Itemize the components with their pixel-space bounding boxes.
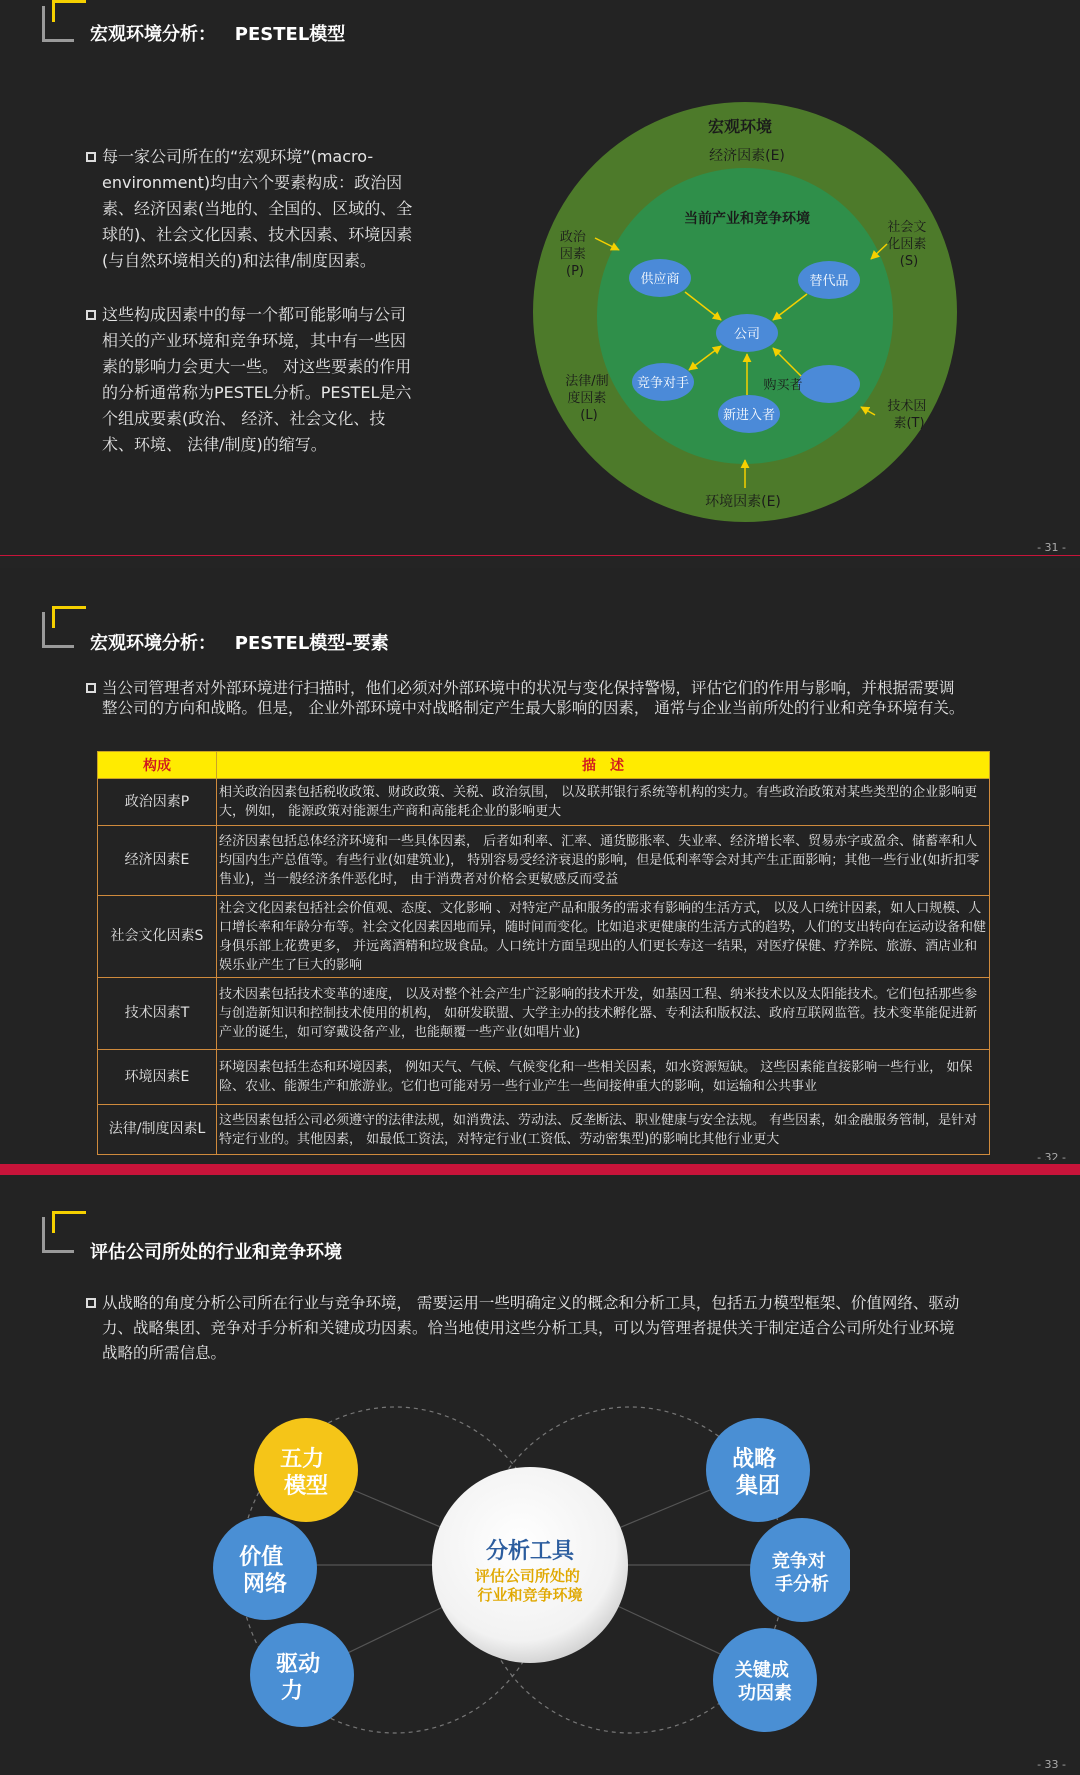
- page-number: - 32 -: [1037, 1151, 1066, 1160]
- bullet-point: 每一家公司所在的“宏观环境”(macro-environment)均由六个要素构成：政治因素、经济因素(当地的、全国的、区域的、全球的)、社会文化因素、技术因素、环境因素(与自然环境相关的)和法律/制度因素。: [86, 144, 416, 274]
- factor-name: 技术因素T: [98, 978, 217, 1050]
- slide-title: 宏观环境分析： PESTEL模型-要素: [90, 633, 389, 654]
- bullet-square-icon: [86, 1298, 96, 1308]
- buyer-label: 购买者: [763, 378, 803, 393]
- table-row: [98, 1105, 990, 1155]
- bullet-point: 当公司管理者对外部环境进行扫描时，他们必须对外部环境中的状况与变化保持警惕，评估它们的作用与影响，并根据需要调整公司的方向和战略。但是， 企业外部环境中对战略制定产生最大影响的因素， 通常与企业当前所处的行业和竞争环境有关。: [86, 678, 966, 718]
- political-factor-label: 政治 因素 (P): [559, 230, 586, 279]
- factor-name: 政治因素P: [98, 779, 217, 826]
- legal-factor-label: 法律/制 度因素 (L): [565, 374, 609, 423]
- supplier-label: 供应商: [640, 272, 680, 287]
- slide-divider: [0, 1164, 1080, 1175]
- table-header-row: [98, 752, 990, 779]
- factor-description: 环境因素包括生态和环境因素， 例如天气、气候、气候变化和一些相关因素，如水资源短缺。 这些因素能直接影响一些行业， 如保险、农业、能源生产和旅游业。它们也可能对另一些行业产生一些间接伸重大的影响，如运输和公共事业: [217, 1050, 990, 1105]
- column-header-description: 描 述: [217, 752, 990, 779]
- buyer-node: [798, 365, 860, 403]
- factor-description: 经济因素包括总体经济环境和一些具体因素， 后者如利率、汇率、通货膨胀率、失业率、经济增长率、贸易赤字或盈余、储蓄率和人均国内生产总值等。有些行业(如建筑业)， 特别容易受经济衰退的影响，但是低利率等会对其产生正面影响；其他一些行业(如折扣零售业)，当一般经济条件恶化时， 由于消费者对价格会更敏感反而受益: [217, 826, 990, 896]
- bullet-square-icon: [86, 683, 96, 693]
- analysis-tools-diagram: [210, 1400, 850, 1760]
- slide-title: 宏观环境分析： PESTEL模型: [90, 24, 346, 45]
- factor-name: 法律/制度因素L: [98, 1105, 217, 1155]
- slide-logo-icon: [42, 1211, 82, 1253]
- substitute-label: 替代品: [809, 274, 849, 289]
- company-label: 公司: [733, 327, 761, 342]
- bullet-square-icon: [86, 310, 96, 320]
- table-row: [98, 1050, 990, 1105]
- environment-factor-label: 环境因素(E): [705, 494, 781, 510]
- center-circle: [432, 1467, 628, 1663]
- table-row: [98, 826, 990, 896]
- social-factor-label: 社会文 化因素 (S): [887, 220, 927, 269]
- table-row: [98, 779, 990, 826]
- competitor-label: 竞争对手: [636, 376, 690, 391]
- bullet-square-icon: [86, 152, 96, 162]
- slide-32: [0, 568, 1080, 1160]
- slide-divider: [0, 555, 1080, 556]
- strategic-group-label: 战略 集团: [732, 1447, 781, 1499]
- new-entrant-label: 新进入者: [722, 408, 776, 423]
- key-success-factors-label: 关键成 功因素: [734, 1660, 792, 1704]
- table-row: [98, 978, 990, 1050]
- competitor-analysis-label: 竞争对 手分析: [771, 1551, 829, 1595]
- slide-title: 评估公司所处的行业和竞争环境: [90, 1242, 342, 1263]
- macro-environment-title: 宏观环境: [707, 117, 773, 136]
- slide-31: [0, 0, 1080, 556]
- column-header-component: 构成: [98, 752, 217, 779]
- factor-description: 技术因素包括技术变革的速度， 以及对整个社会产生广泛影响的技术开发，如基因工程、纳米技术以及太阳能技术。它们包括那些参与创造新知识和控制技术使用的机构， 如研发联盟、大学主办的技术孵化器、专利法和版权法、政府互联网监管。技术变革能促进新产业的诞生，如可穿戴设备产业，也能颠覆一些产业(如唱片业): [217, 978, 990, 1050]
- slide-logo-icon: [42, 606, 82, 648]
- factor-name: 社会文化因素S: [98, 896, 217, 978]
- pestel-factor-table: [97, 751, 990, 1155]
- factor-description: 社会文化因素包括社会价值观、态度、文化影响 、对特定产品和服务的需求有影响的生活方式， 以及人口统计因素，如人口规模、人口增长率和年龄分布等。社会文化因素因地而异，随时间而变化。比如追求更健康的生活方式的趋势，人们的支出转向在运动设备和健身俱乐部上花费更多， 并远离酒精和垃圾食品。人口统计方面呈现出的人们更长寿这一结果，对医疗保健、疗养院、旅游、酒店业和娱乐业产生了巨大的影响: [217, 896, 990, 978]
- bullet-point: 这些构成因素中的每一个都可能影响与公司相关的产业环境和竞争环境，其中有一些因素的影响力会更大一些。 对这些要素的作用的分析通常称为PESTEL分析。PESTEL是六个组成要素(政治、 经济、社会文化、技术、环境、 法律/制度)的缩写。: [86, 302, 416, 458]
- page-number: - 33 -: [1037, 1758, 1066, 1771]
- industry-environment-title: 当前产业和竞争环境: [684, 211, 810, 227]
- center-subtitle: 评估公司所处的 行业和竞争环境: [474, 1567, 583, 1604]
- slide-33: [0, 1175, 1080, 1775]
- factor-name: 经济因素E: [98, 826, 217, 896]
- economic-factor-label: 经济因素(E): [709, 148, 785, 164]
- five-forces-label: 五力 模型: [280, 1447, 329, 1499]
- table-row: [98, 896, 990, 978]
- bullet-point: 从战略的角度分析公司所在行业与竞争环境， 需要运用一些明确定义的概念和分析工具，包括五力模型框架、价值网络、驱动力、战略集团、竞争对手分析和关键成功因素。恰当地使用这些分析工具，可以为管理者提供关于制定适合公司所处行业环境战略的所需信息。: [86, 1291, 966, 1366]
- center-title: 分析工具: [485, 1539, 575, 1564]
- factor-name: 环境因素E: [98, 1050, 217, 1105]
- factor-description: 这些因素包括公司必须遵守的法律法规，如消费法、劳动法、反垄断法、职业健康与安全法规。 有些因素，如金融服务管制，是针对特定行业的。其他因素， 如最低工资法，对特定行业(工资低、劳动密集型)的影响比其他行业更大: [217, 1105, 990, 1155]
- value-net-label: 价值 网络: [239, 1545, 288, 1597]
- page-number: - 31 -: [1037, 541, 1066, 554]
- factor-description: 相关政治因素包括税收政策、财政政策、关税、政治氛围， 以及联邦银行系统等机构的实力。有些政治政策对某些类型的企业影响更大，例如， 能源政策对能源生产商和高能耗企业的影响更大: [217, 779, 990, 826]
- tech-factor-label: 技术因 素(T): [887, 399, 927, 431]
- driving-forces-label: 驱动 力: [276, 1652, 321, 1704]
- slide-logo-icon: [42, 0, 82, 42]
- pestel-diagram: [525, 100, 965, 530]
